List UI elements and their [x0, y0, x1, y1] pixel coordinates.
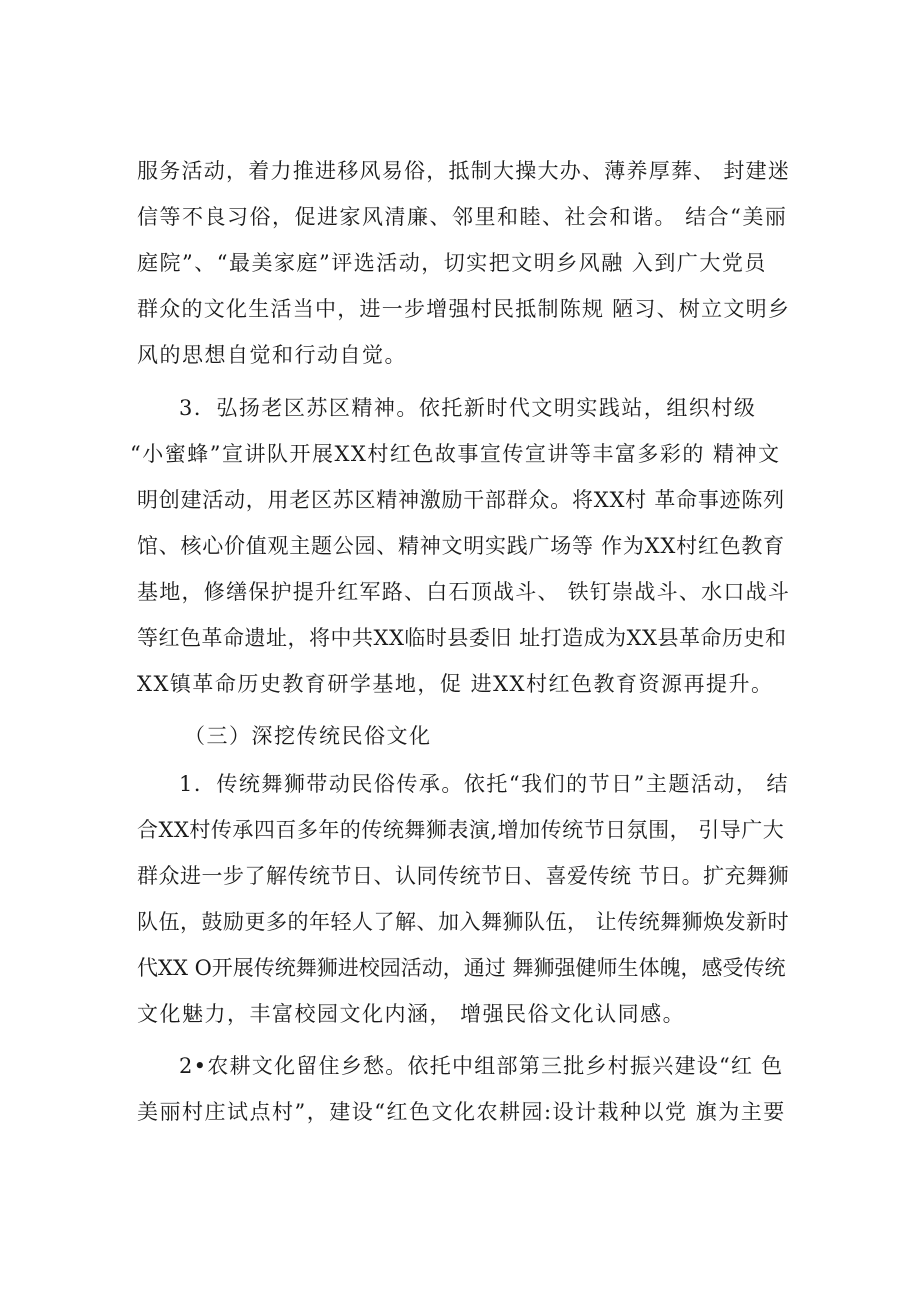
paragraph-line: 文化魅力，丰富校园文化内涵， 增强民俗文化认同感。 — [137, 1002, 686, 1026]
paragraph-line: 服务活动，着力推进移风易俗，抵制大操大办、薄养厚葬、 封建迷 — [137, 159, 791, 183]
paragraph-line: 美丽村庄试点村”，建设“红色文化农耕园:设计栽种以党 旗为主要 — [137, 1100, 786, 1124]
paragraph-line: XX镇革命历史教育研学基地，促 进XX村红色教育资源再提升。 — [137, 672, 774, 696]
paragraph-line: 信等不良习俗，促进家风清廉、邻里和睦、社会和谐。 结合“美丽 — [137, 205, 788, 229]
paragraph-line: “小蜜蜂”宣讲队开展XX村红色故事宣传宣讲等丰富多彩的 精神文 — [130, 442, 781, 466]
list-item-heading: 2•农耕文化留住乡愁。依托中组部第三批乡村振兴建设“红 色 — [179, 1054, 784, 1078]
paragraph-line: 合XX村传承四百多年的传统舞狮表演,增加传统节日氛围， 引导广大 — [137, 818, 785, 842]
paragraph-line: 队伍，鼓励更多的年轻人了解、加入舞狮队伍， 让传统舞狮焕发新时 — [137, 910, 790, 934]
paragraph-line: 庭院”、“最美家庭”评选活动，切实把文明乡风融 入到广大党员 — [137, 251, 767, 275]
paragraph-line: 群众进一步了解传统节日、认同传统节日、喜爱传统 节日。扩充舞狮 — [137, 864, 790, 888]
section-heading: （三）深挖传统民俗文化 — [184, 724, 432, 748]
paragraph-line: 等红色革命遗址，将中共XX临时县委旧 址打造成为XX县革命历史和 — [137, 626, 787, 650]
paragraph-line: 基地，修缮保护提升红军路、白石顶战斗、 铁钉崇战斗、水口战斗 — [137, 580, 791, 604]
paragraph-line: 群众的文化生活当中，进一步增强村民抵制陈规 陋习、树立文明乡 — [137, 297, 791, 321]
paragraph-line: 馆、核心价值观主题公园、精神文明实践广场等 作为XX村红色教育 — [137, 534, 785, 558]
paragraph-line: 风的思想自觉和行动自觉。 — [137, 343, 407, 367]
paragraph-line: 代XX O开展传统舞狮进校园活动，通过 舞狮强健师生体魄，感受传统 — [137, 956, 786, 980]
list-item-heading: 1．传统舞狮带动民俗传承。依托“我们的节日”主题活动， 结 — [179, 772, 790, 796]
list-item-heading: 3．弘扬老区苏区精神。依托新时代文明实践站，组织村级 — [179, 396, 757, 420]
paragraph-line: 明创建活动，用老区苏区精神激励干部群众。将XX村 革命事迹陈列 — [137, 488, 785, 512]
